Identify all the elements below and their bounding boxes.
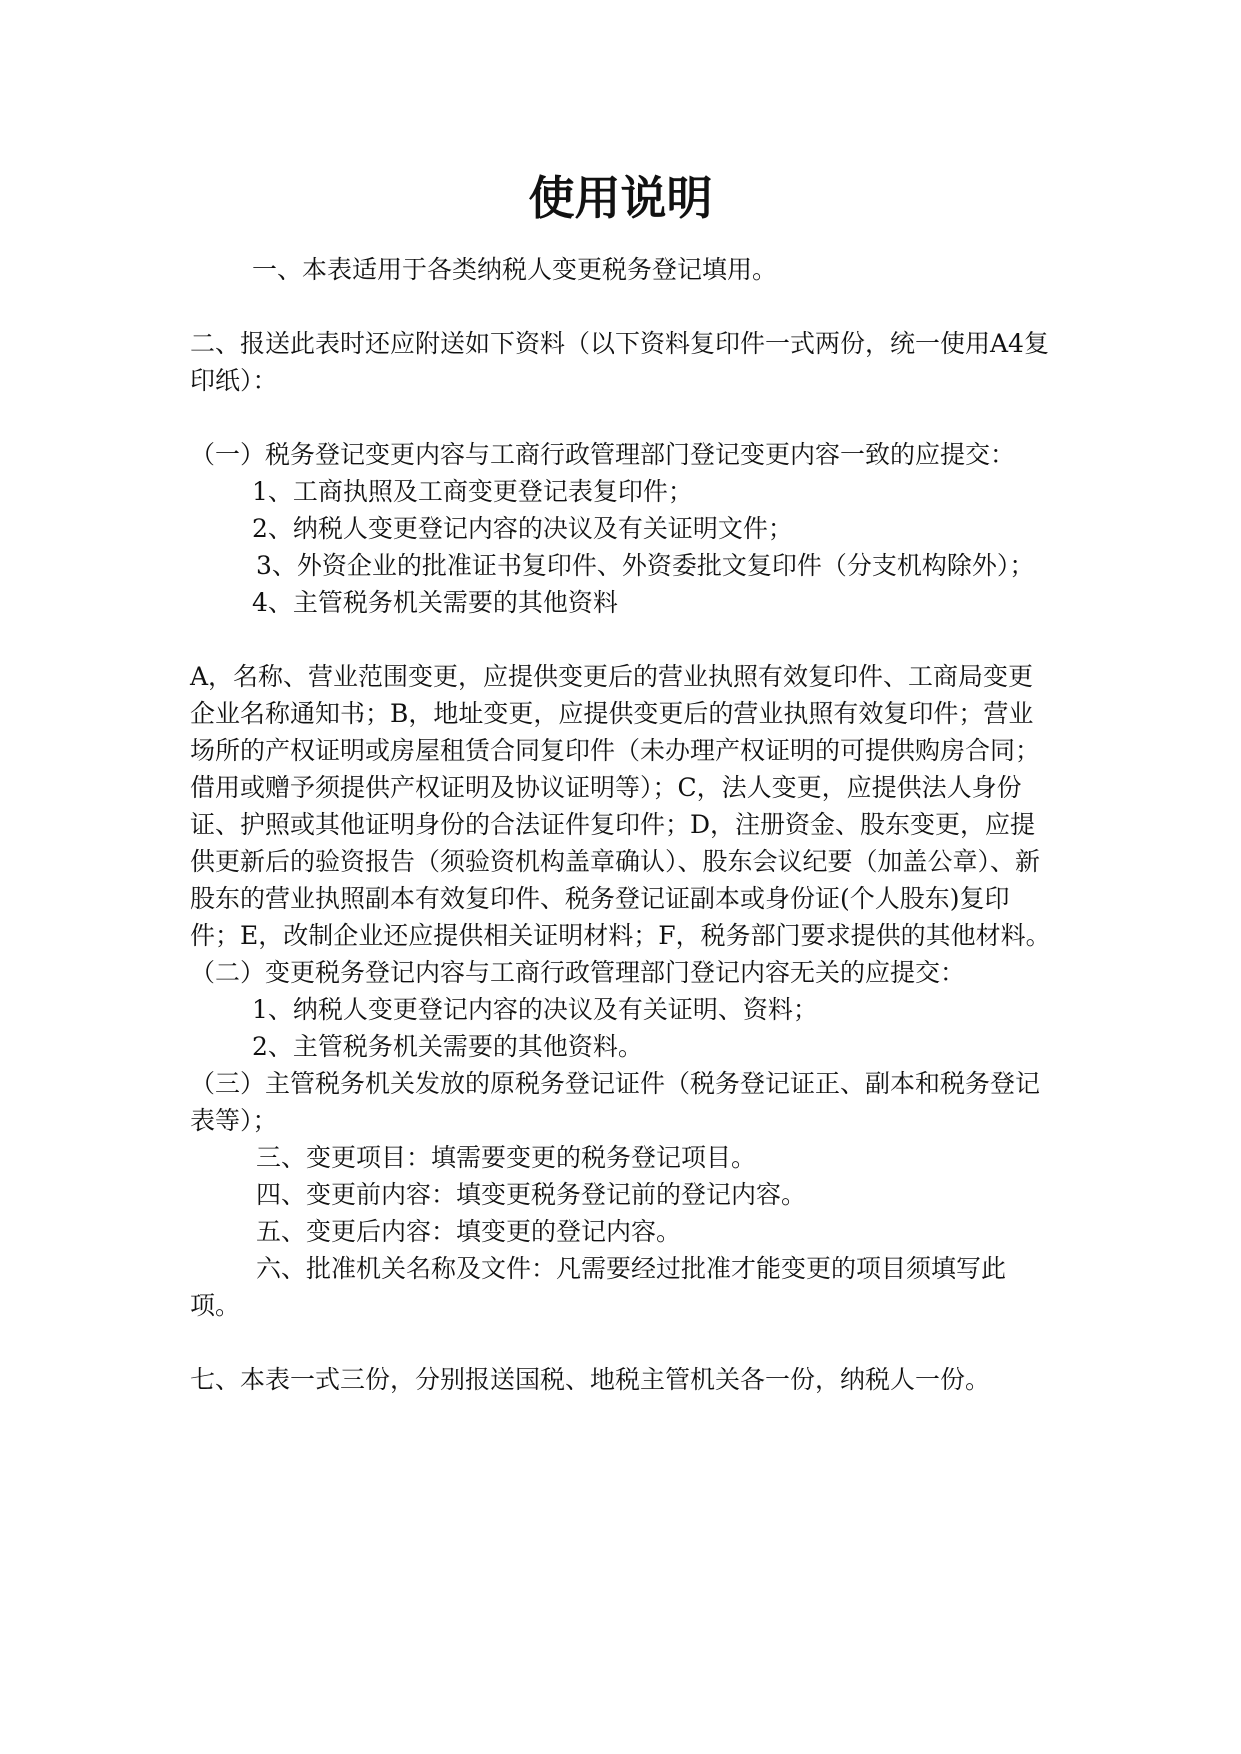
item-5: 五、变更后内容：填变更的登记内容。: [256, 1217, 682, 1246]
change-requirements: A，名称、营业范围变更，应提供变更后的营业执照有效复印件、工商局变更企业名称通知书；B，地址变更，应提供变更后的营业执照有效复印件；营业场所的产权证明或房屋租赁合同复印件（未办理产权证明的可提供购房合同；借用或赠予须提供产权证明及协议证明等）；C，法人变更，应提供法人身份证、护照或其他证明身份的合法证件复印件；D，注册资金、股东变更，应提供更新后的验资报告（须验资机构盖章确认）、股东会议纪要（加盖公章）、新股东的营业执照副本有效复印件、税务登记证副本或身份证(个人股东)复印件；E，改制企业还应提供相关证明材料；F，税务部门要求提供的其他材料。: [190, 662, 1051, 950]
item-1: 一、本表适用于各类纳税人变更税务登记填用。: [252, 255, 778, 284]
item-7: 七、本表一式三份，分别报送国税、地税主管机关各一份，纳税人一份。: [190, 1365, 991, 1394]
section-2-3: （三）主管税务机关发放的原税务登记证件（税务登记证正、副本和税务登记表等）；: [190, 1069, 1041, 1135]
list-item: 2、纳税人变更登记内容的决议及有关证明文件；: [252, 514, 793, 543]
list-item: 4、主管税务机关需要的其他资料: [252, 588, 618, 617]
page-title: 使用说明: [528, 171, 713, 225]
item-2: 二、报送此表时还应附送如下资料（以下资料复印件一式两份，统一使用A4复印纸）：: [190, 329, 1049, 395]
item-3: 三、变更项目：填需要变更的税务登记项目。: [256, 1143, 757, 1172]
list-item: 1、纳税人变更登记内容的决议及有关证明、资料；: [252, 995, 818, 1024]
list-item: 3、外资企业的批准证书复印件、外资委批文复印件（分支机构除外）；: [256, 551, 1035, 580]
list-item: 2、主管税务机关需要的其他资料。: [252, 1032, 643, 1061]
item-4: 四、变更前内容：填变更税务登记前的登记内容。: [256, 1180, 807, 1209]
section-2-2: （二）变更税务登记内容与工商行政管理部门登记内容无关的应提交：: [190, 958, 966, 987]
list-item: 1、工商执照及工商变更登记表复印件；: [252, 477, 693, 506]
item-6: 六、批准机关名称及文件：凡需要经过批准才能变更的项目须填写此项。: [190, 1254, 1007, 1320]
section-2-1: （一）税务登记变更内容与工商行政管理部门登记变更内容一致的应提交：: [190, 440, 1016, 469]
document-body: [190, 251, 1052, 1398]
